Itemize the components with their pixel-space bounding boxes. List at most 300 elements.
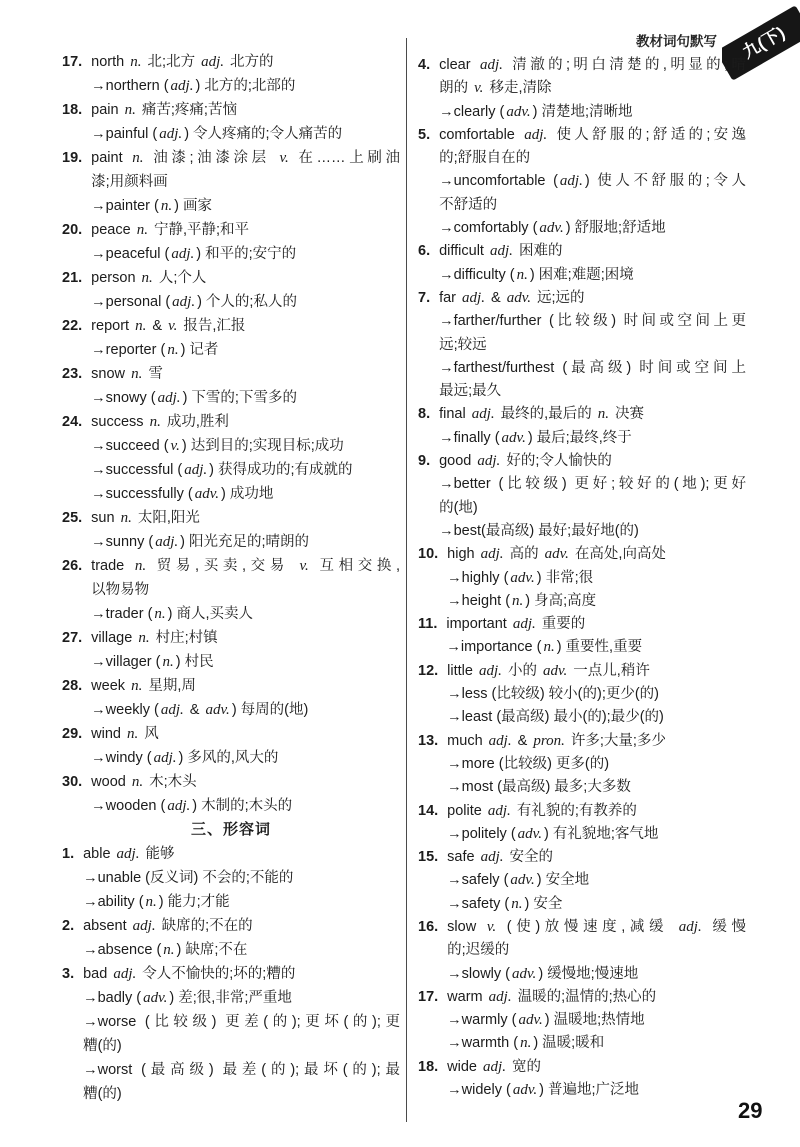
part-of-speech: adv. bbox=[512, 965, 537, 982]
entry-text: →windy ( bbox=[91, 750, 152, 766]
derived-form-line bbox=[91, 242, 400, 266]
headword-line bbox=[91, 770, 400, 794]
entry-text: ) 达到目的;实现目标;成功 bbox=[181, 438, 344, 454]
entry-text: →safety ( bbox=[447, 895, 510, 912]
derived-form-line bbox=[439, 497, 746, 520]
part-of-speech: adj. bbox=[201, 54, 225, 70]
entry-text: →absence ( bbox=[83, 942, 162, 958]
part-of-speech: adj. bbox=[159, 126, 183, 142]
entry-text: ) 记者 bbox=[180, 342, 219, 358]
part-of-speech: adv. bbox=[539, 220, 564, 237]
headword-line bbox=[91, 50, 400, 74]
derived-form-line bbox=[447, 869, 746, 892]
derived-form-line bbox=[91, 434, 400, 458]
entry-text: →comfortably ( bbox=[439, 220, 538, 237]
vocab-entry bbox=[418, 800, 746, 847]
entry-text: polite bbox=[447, 802, 486, 819]
entry-number: 8. bbox=[418, 406, 431, 423]
entry-number: 5. bbox=[418, 126, 431, 143]
entry-body bbox=[447, 730, 746, 800]
derived-form-line bbox=[91, 482, 400, 506]
derived-form-line bbox=[91, 74, 400, 98]
derived-form-line bbox=[439, 473, 746, 496]
headword-line bbox=[91, 170, 400, 194]
entry-number: 18. bbox=[62, 102, 83, 118]
headword-line bbox=[91, 722, 400, 746]
entry-number: 10. bbox=[418, 546, 439, 563]
grade-badge: 九(下) bbox=[722, 5, 800, 80]
entry-body bbox=[91, 362, 400, 410]
entry-number: 26. bbox=[62, 558, 83, 574]
headword-line bbox=[446, 613, 746, 636]
entry-body bbox=[91, 506, 400, 554]
entry-text: 在高处,向高处 bbox=[570, 546, 666, 563]
entry-text: →better (比较级) 更好;较好的(地);更好 bbox=[439, 476, 746, 493]
part-of-speech: adj. bbox=[116, 846, 140, 862]
entry-text: 漆;用颜料画 bbox=[91, 174, 168, 190]
part-of-speech: n. bbox=[131, 366, 143, 382]
entry-text: →villager ( bbox=[91, 654, 161, 670]
entry-text: →safely ( bbox=[447, 872, 509, 889]
headword-line bbox=[447, 730, 746, 753]
headword-line bbox=[447, 986, 746, 1009]
headword-line bbox=[447, 543, 746, 566]
noun-entry-list bbox=[62, 50, 400, 818]
entry-text: ) 使人不舒服的;令人 bbox=[584, 173, 746, 190]
headword-line bbox=[439, 77, 746, 100]
entry-number: 17. bbox=[418, 988, 439, 1005]
entry-text: →best(最高级) 最好;最好地(的) bbox=[439, 522, 639, 539]
entry-text: →widely ( bbox=[447, 1082, 511, 1099]
part-of-speech: adj. bbox=[480, 849, 504, 866]
headword-line bbox=[83, 842, 400, 866]
derived-form-line bbox=[447, 1009, 746, 1032]
entry-text: ) 每周的(地) bbox=[231, 702, 309, 718]
entry-text: →ability ( bbox=[83, 894, 144, 910]
entry-body bbox=[447, 800, 746, 847]
entry-body bbox=[439, 54, 746, 124]
entry-body bbox=[447, 846, 746, 916]
entry-text: 贸易,买卖,交易 bbox=[148, 558, 298, 574]
entry-text: 星期,周 bbox=[144, 678, 196, 694]
vocab-entry bbox=[418, 916, 746, 986]
part-of-speech: v. bbox=[170, 438, 180, 454]
headword-line bbox=[447, 846, 746, 869]
entry-body bbox=[439, 403, 746, 450]
adjective-entry-list-left bbox=[62, 842, 400, 1106]
entry-body bbox=[446, 613, 746, 660]
entry-text: →uncomfortable ( bbox=[439, 173, 558, 190]
headword-line bbox=[91, 554, 400, 578]
vocab-entry bbox=[62, 50, 400, 98]
part-of-speech: n. bbox=[120, 510, 132, 526]
entry-text: ) 困难;难题;困境 bbox=[529, 266, 634, 283]
left-column bbox=[62, 50, 400, 1106]
entry-text: final bbox=[439, 406, 470, 423]
part-of-speech: adj. bbox=[479, 662, 502, 679]
entry-number: 19. bbox=[62, 150, 83, 166]
part-of-speech: n. bbox=[511, 895, 523, 912]
vocab-entry bbox=[62, 218, 400, 266]
derived-form-line bbox=[91, 194, 400, 218]
entry-text: →worse (比较级) 更差(的);更坏(的);更 bbox=[83, 1014, 400, 1030]
entry-text: 好的;令人愉快的 bbox=[502, 453, 612, 470]
headword-line bbox=[83, 962, 400, 986]
entry-text: 互相交换, bbox=[310, 558, 400, 574]
entry-text: 北;北方 bbox=[143, 54, 200, 70]
entry-text: 清澈的;明白清楚的,明显的;晴 bbox=[504, 57, 746, 73]
part-of-speech: adj. bbox=[488, 988, 512, 1005]
entry-text: much bbox=[447, 732, 487, 749]
entry-text: success bbox=[91, 414, 148, 430]
entry-text: paint bbox=[91, 150, 131, 166]
entry-body bbox=[83, 962, 400, 1106]
headword-line bbox=[439, 124, 746, 147]
part-of-speech: adj. bbox=[479, 57, 503, 73]
part-of-speech: n. bbox=[145, 894, 157, 910]
entry-text: 以物易物 bbox=[91, 582, 150, 598]
entry-number: 3. bbox=[62, 966, 75, 982]
entry-text: person bbox=[91, 270, 140, 286]
derived-form-line bbox=[439, 170, 746, 193]
part-of-speech: adj. bbox=[483, 1058, 506, 1075]
entry-text: little bbox=[447, 662, 477, 679]
derived-form-line bbox=[439, 357, 746, 380]
derived-form-line bbox=[91, 386, 400, 410]
entry-text: →painful ( bbox=[91, 126, 158, 142]
entry-text: 的(地) bbox=[439, 499, 478, 516]
entry-text: →most (最高级) 最多;大多数 bbox=[447, 779, 631, 796]
entry-text: 报告,汇报 bbox=[179, 318, 246, 334]
entry-body bbox=[447, 543, 746, 613]
derived-form-line bbox=[91, 530, 400, 554]
entry-text: ) 非常;很 bbox=[536, 569, 594, 586]
entry-text: ) 普遍地;广泛地 bbox=[539, 1082, 640, 1099]
entry-text: ) 令人疼痛的;令人痛苦的 bbox=[184, 126, 343, 142]
derived-form-line bbox=[447, 963, 746, 986]
entry-text: ) 温暖地;热情地 bbox=[544, 1012, 645, 1029]
part-of-speech: n. bbox=[130, 54, 142, 70]
derived-form-line bbox=[447, 823, 746, 846]
entry-text: →trader ( bbox=[91, 606, 153, 622]
part-of-speech: v. bbox=[486, 918, 497, 935]
part-of-speech: adj. bbox=[153, 750, 177, 766]
entry-text: high bbox=[447, 546, 479, 563]
entry-text: 能够 bbox=[141, 846, 175, 862]
part-of-speech: adj. bbox=[477, 453, 501, 470]
entry-number: 15. bbox=[418, 849, 439, 866]
vocab-entry bbox=[418, 403, 746, 450]
derived-form-line bbox=[83, 986, 400, 1010]
entry-number: 22. bbox=[62, 318, 83, 334]
entry-text: ) 木制的;木头的 bbox=[192, 798, 293, 814]
part-of-speech: n. bbox=[163, 942, 175, 958]
headword-line bbox=[91, 146, 400, 170]
vocab-entry bbox=[418, 660, 746, 730]
headword-line bbox=[439, 287, 746, 310]
part-of-speech: adj. bbox=[512, 616, 536, 633]
part-of-speech: v. bbox=[474, 80, 484, 97]
part-of-speech: adv. bbox=[517, 825, 542, 842]
entry-text: clear bbox=[439, 57, 478, 73]
headword-line bbox=[447, 660, 746, 683]
entry-body bbox=[91, 266, 400, 314]
entry-text: good bbox=[439, 453, 476, 470]
entry-text: far bbox=[439, 289, 461, 306]
entry-number: 9. bbox=[418, 453, 431, 470]
entry-text: →weekly ( bbox=[91, 702, 159, 718]
entry-text: 重要的 bbox=[537, 616, 586, 633]
adjective-entry-list-right bbox=[418, 54, 746, 1102]
entry-text: ) 个人的;私人的 bbox=[197, 294, 297, 310]
entry-text: 的;舒服自在的 bbox=[439, 150, 531, 167]
entry-text: →sunny ( bbox=[91, 534, 154, 550]
part-of-speech: adj. bbox=[167, 798, 191, 814]
part-of-speech: adv. bbox=[506, 103, 531, 120]
derived-form-line bbox=[83, 938, 400, 962]
entry-body bbox=[439, 450, 746, 543]
entry-text: (使)放慢速度,减缓 bbox=[498, 918, 677, 935]
entry-number: 20. bbox=[62, 222, 83, 238]
entry-body bbox=[91, 626, 400, 674]
vocab-entry bbox=[418, 450, 746, 543]
entry-text: warm bbox=[447, 988, 487, 1005]
entry-body bbox=[91, 146, 400, 218]
entry-text: 油漆;油漆涂层 bbox=[145, 150, 278, 166]
entry-text: ) 安全地 bbox=[536, 872, 590, 889]
part-of-speech: adj. bbox=[678, 918, 702, 935]
part-of-speech: n. bbox=[162, 654, 174, 670]
vocab-entry bbox=[62, 266, 400, 314]
entry-text: ) 身高;高度 bbox=[525, 592, 597, 609]
entry-text: 温暖的;温情的;热心的 bbox=[513, 988, 657, 1005]
headword-line bbox=[91, 362, 400, 386]
derived-form-line bbox=[91, 290, 400, 314]
headword-line bbox=[91, 506, 400, 530]
part-of-speech: adj. bbox=[488, 732, 512, 749]
derived-form-line bbox=[446, 636, 746, 659]
entry-body bbox=[447, 986, 746, 1056]
part-of-speech: adj. bbox=[172, 294, 196, 310]
entry-text: village bbox=[91, 630, 137, 646]
entry-text: wood bbox=[91, 774, 130, 790]
entry-text: 北方的 bbox=[226, 54, 274, 70]
part-of-speech: adv. bbox=[506, 289, 531, 306]
headword-line bbox=[439, 147, 746, 170]
derived-form-line bbox=[439, 194, 746, 217]
entry-text: ) 成功地 bbox=[221, 486, 274, 502]
entry-text: →snowy ( bbox=[91, 390, 156, 406]
entry-text: north bbox=[91, 54, 129, 70]
entry-body bbox=[91, 410, 400, 506]
entry-body bbox=[91, 770, 400, 818]
entry-text: 痛苦;疼痛;苦恼 bbox=[137, 102, 237, 118]
entry-number: 16. bbox=[418, 918, 439, 935]
vocab-entry bbox=[418, 287, 746, 403]
part-of-speech: n. bbox=[124, 102, 136, 118]
entry-text: trade bbox=[91, 558, 133, 574]
entry-text: →farther/further (比较级) 时间或空间上更 bbox=[439, 313, 746, 330]
entry-text: week bbox=[91, 678, 130, 694]
part-of-speech: adv. bbox=[518, 1012, 543, 1029]
vocab-entry bbox=[62, 770, 400, 818]
part-of-speech: n. bbox=[520, 1035, 532, 1052]
entry-text: absent bbox=[83, 918, 131, 934]
entry-text: report bbox=[91, 318, 134, 334]
entry-text: 小的 bbox=[503, 662, 541, 679]
part-of-speech: n. bbox=[512, 592, 524, 609]
part-of-speech: v. bbox=[279, 150, 289, 166]
entry-body bbox=[447, 1056, 746, 1103]
entry-text: 安全的 bbox=[505, 849, 554, 866]
derived-form-line bbox=[447, 590, 746, 613]
part-of-speech: adv. bbox=[501, 429, 526, 446]
entry-text: & bbox=[185, 702, 204, 718]
entry-text: 在……上刷油 bbox=[290, 150, 400, 166]
vocab-entry bbox=[62, 314, 400, 362]
entry-text: 村庄;村镇 bbox=[151, 630, 218, 646]
part-of-speech: n. bbox=[160, 198, 173, 214]
headword-line bbox=[91, 314, 400, 338]
entry-body bbox=[439, 240, 746, 287]
headword-line bbox=[439, 403, 746, 426]
part-of-speech: adj. bbox=[160, 702, 184, 718]
page-header-title: 教材词句默写 bbox=[636, 34, 717, 49]
entry-text: →warmly ( bbox=[447, 1012, 517, 1029]
derived-form-line bbox=[83, 866, 400, 890]
vocab-entry bbox=[418, 54, 746, 124]
part-of-speech: v. bbox=[168, 318, 178, 334]
entry-text: ) 获得成功的;有成就的 bbox=[209, 462, 353, 478]
entry-text: 使人舒服的;舒适的;安逸 bbox=[549, 126, 746, 143]
part-of-speech: n. bbox=[131, 774, 144, 790]
entry-text: 糟(的) bbox=[83, 1086, 122, 1102]
entry-text: →slowly ( bbox=[447, 965, 511, 982]
entry-body bbox=[91, 50, 400, 98]
derived-form-line bbox=[447, 893, 746, 916]
entry-text: 朗的 bbox=[439, 80, 473, 97]
entry-number: 23. bbox=[62, 366, 83, 382]
entry-text: 风 bbox=[140, 726, 159, 742]
entry-number: 14. bbox=[418, 802, 439, 819]
entry-text: ) 下雪的;下雪多的 bbox=[182, 390, 297, 406]
entry-number: 21. bbox=[62, 270, 83, 286]
vocab-entry bbox=[418, 986, 746, 1056]
part-of-speech: adj. bbox=[559, 173, 583, 190]
entry-number: 1. bbox=[62, 846, 75, 862]
headword-line bbox=[91, 98, 400, 122]
entry-text: →farthest/furthest (最高级) 时间或空间上 bbox=[439, 359, 746, 376]
part-of-speech: adv. bbox=[194, 486, 219, 502]
entry-text: ) 温暖;暖和 bbox=[533, 1035, 605, 1052]
part-of-speech: n. bbox=[134, 558, 147, 574]
part-of-speech: v. bbox=[299, 558, 309, 574]
vocab-entry bbox=[418, 124, 746, 240]
derived-form-line bbox=[439, 427, 746, 450]
entry-text: →painter ( bbox=[91, 198, 159, 214]
entry-number: 29. bbox=[62, 726, 83, 742]
derived-form-line bbox=[447, 776, 746, 799]
entry-text: difficult bbox=[439, 243, 488, 260]
vocab-entry bbox=[62, 98, 400, 146]
entry-text: 最远;最久 bbox=[439, 383, 502, 400]
entry-body bbox=[439, 124, 746, 240]
entry-body bbox=[91, 722, 400, 770]
derived-form-line bbox=[439, 217, 746, 240]
derived-form-line bbox=[91, 602, 400, 626]
part-of-speech: n. bbox=[167, 342, 179, 358]
derived-form-line bbox=[91, 794, 400, 818]
entry-text: 不舒适的 bbox=[439, 196, 498, 213]
derived-form-line bbox=[439, 334, 746, 357]
vocab-entry bbox=[62, 962, 400, 1106]
entry-text: 宽的 bbox=[507, 1058, 541, 1075]
entry-text: bad bbox=[83, 966, 112, 982]
part-of-speech: n. bbox=[127, 726, 139, 742]
entry-text: 成功,胜利 bbox=[162, 414, 229, 430]
part-of-speech: n. bbox=[141, 270, 153, 286]
entry-number: 28. bbox=[62, 678, 83, 694]
headword-line bbox=[447, 800, 746, 823]
derived-form-line bbox=[447, 753, 746, 776]
derived-form-line bbox=[439, 380, 746, 403]
entry-text: 糟(的) bbox=[83, 1038, 122, 1054]
entry-text: snow bbox=[91, 366, 130, 382]
part-of-speech: n. bbox=[597, 406, 609, 423]
entry-number: 25. bbox=[62, 510, 83, 526]
entry-body bbox=[91, 98, 400, 146]
part-of-speech: adv. bbox=[544, 546, 569, 563]
entry-text: peace bbox=[91, 222, 135, 238]
headword-line bbox=[447, 939, 746, 962]
part-of-speech: adj. bbox=[171, 246, 195, 262]
derived-form-line bbox=[91, 338, 400, 362]
entry-text: →northern ( bbox=[91, 78, 169, 94]
headword-line bbox=[91, 626, 400, 650]
entry-text: ) 有礼貌地;客气地 bbox=[543, 825, 659, 842]
entry-body bbox=[447, 660, 746, 730]
part-of-speech: n. bbox=[543, 639, 555, 656]
part-of-speech: n. bbox=[138, 630, 150, 646]
entry-text: ) 缺席;不在 bbox=[176, 942, 248, 958]
derived-form-line bbox=[439, 264, 746, 287]
entry-text: ) 村民 bbox=[175, 654, 214, 670]
vocab-entry bbox=[62, 362, 400, 410]
vocab-entry bbox=[418, 613, 746, 660]
entry-text: 宁静,平静;和平 bbox=[149, 222, 250, 238]
entry-text: ) 北方的;北部的 bbox=[195, 78, 296, 94]
part-of-speech: n. bbox=[135, 318, 147, 334]
entry-text: ) 差;很,非常;严重地 bbox=[169, 990, 292, 1006]
section-heading-adjectives: 三、形容词 bbox=[190, 821, 271, 838]
entry-text: ) 阳光充足的;晴朗的 bbox=[180, 534, 310, 550]
part-of-speech: adv. bbox=[205, 702, 230, 718]
part-of-speech: adv. bbox=[143, 990, 168, 1006]
entry-text: →less (比较级) 较小(的);更少(的) bbox=[447, 686, 660, 703]
entry-text: →warmth ( bbox=[447, 1035, 519, 1052]
part-of-speech: adv. bbox=[510, 872, 535, 889]
derived-form-line bbox=[439, 310, 746, 333]
derived-form-line bbox=[83, 1058, 400, 1082]
entry-number: 13. bbox=[418, 732, 439, 749]
entry-text: comfortable bbox=[439, 126, 523, 143]
entry-text: able bbox=[83, 846, 115, 862]
entry-text: & bbox=[513, 732, 532, 749]
part-of-speech: adj. bbox=[113, 966, 137, 982]
entry-text: ) 商人,买卖人 bbox=[167, 606, 254, 622]
entry-text: ) 清楚地;清晰地 bbox=[532, 103, 633, 120]
entry-body bbox=[439, 287, 746, 403]
